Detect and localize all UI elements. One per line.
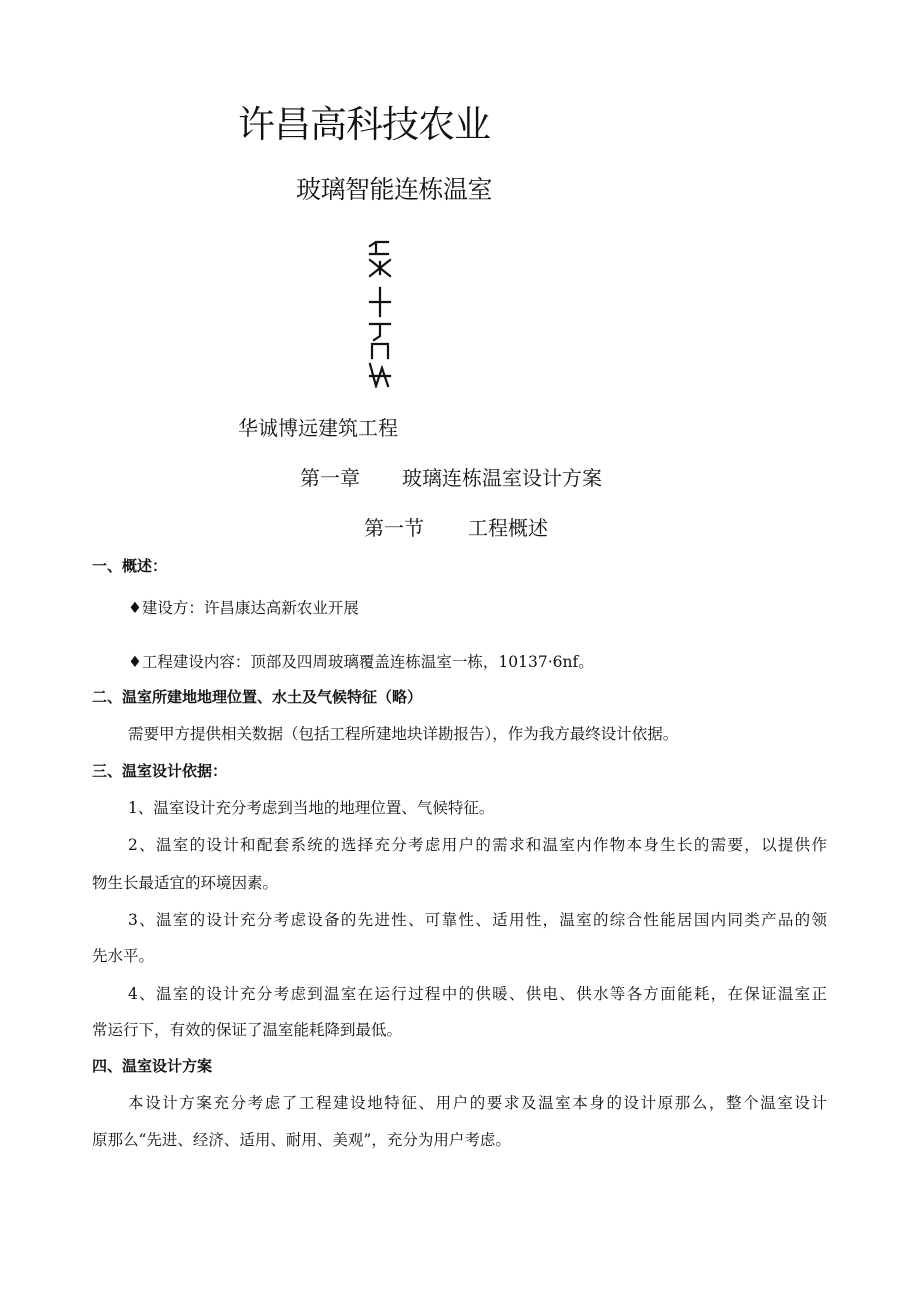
vertical-stamp-mark [366,240,394,388]
heading-overview: 一、概述： [92,557,168,575]
heading-design-plan: 四、温室设计方案 [92,1057,213,1075]
heading-design-basis: 三、温室设计依据： [92,762,228,780]
paragraph-basis-4-line-2: 常运行下，有效的保证了温室能耗降到最低。 [92,1021,403,1039]
paragraph-basis-1: 1、温室设计充分考虑到当地的地理位置、气候特征。 [128,799,495,817]
company-name: 华诚博远建筑工程 [238,416,398,440]
paragraph-plan-line-1: 本设计方案充分考虑了工程建设地特征、用户的要求及温室本身的设计原那么，整个温室设计 [128,1094,827,1112]
chapter-title: 玻璃连栋温室设计方案 [402,466,602,490]
paragraph-plan-line-2: 原那么“先进、经济、适用、耐用、美观”，充分为用户考虑。 [92,1131,511,1149]
paragraph-basis-2-line-2: 物生长最适宜的环境因素。 [92,874,279,892]
document-subtitle: 玻璃智能连栋温室 [296,175,493,204]
chapter-number: 第一章 [300,466,360,490]
section-number: 第一节 [364,516,424,540]
heading-location: 二、温室所建地地理位置、水土及气候特征（略） [92,688,423,706]
paragraph-location-data: 需要甲方提供相关数据（包括工程所建地块详勘报告），作为我方最终设计依据。 [128,725,679,743]
paragraph-basis-3-line-2: 先水平。 [92,947,155,965]
paragraph-builder: ♦建设方：许昌康达高新农业开展 [128,599,359,617]
section-title: 工程概述 [468,516,548,540]
paragraph-construction-content: ♦工程建设内容：顶部及四周玻璃覆盖连栋温室一栋，10137·6nf。 [128,653,594,671]
paragraph-basis-4-line-1: 4、温室的设计充分考虑到温室在运行过程中的供暖、供电、供水等各方面能耗，在保证温室正 [128,985,827,1003]
document-title: 许昌高科技农业 [238,103,490,146]
paragraph-basis-2-line-1: 2、温室的设计和配套系统的选择充分考虑用户的需求和温室内作物本身生长的需要，以提供作 [128,836,827,854]
paragraph-basis-3-line-1: 3、温室的设计充分考虑设备的先进性、可靠性、适用性，温室的综合性能居国内同类产品的领 [128,911,827,929]
